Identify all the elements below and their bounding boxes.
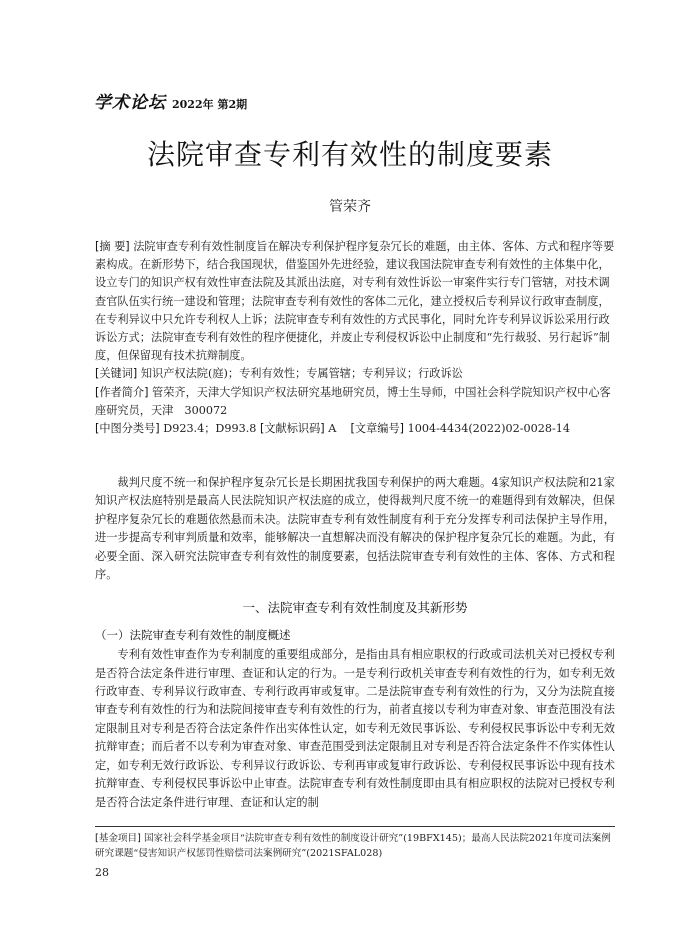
author-bio-text: 管荣齐，天津大学知识产权法研究基地研究员，博士生导师，中国社会科学院知识产权中心客座研究员，天津 300072	[95, 385, 611, 417]
keywords	[95, 365, 615, 383]
clc-label: [中图分类号]	[95, 422, 160, 436]
article-number-value: 1004-4434(2022)02-0028-14	[407, 422, 571, 436]
article-title: 法院审查专利有效性的制度要素	[146, 138, 553, 171]
classification-line	[95, 420, 615, 438]
issue-label: 2022年 第2期	[172, 98, 248, 111]
journal-logo: 学术论坛	[94, 93, 166, 113]
running-header	[94, 88, 247, 113]
abstract-label: [摘 要]	[95, 240, 130, 253]
doc-code-label: [文献标识码]	[259, 422, 325, 436]
author-bio	[95, 384, 615, 420]
abstract	[95, 238, 615, 365]
abstract-text: 法院审查专利有效性制度旨在解决专利保护程序复杂冗长的难题，由主体、客体、方式和程序等要素构成。在新形势下，结合我国现状，借鉴国外先进经验，建议我国法院审查专利有效性的主体集中化，设立专门的知识产权有效性审查法院及其派出法庭，对专利有效性诉讼一审案件实行专门管辖，对技术调查官队伍实行统一建设和管理；法院审查专利有效性的客体二元化，建立授权后专利异议行政审查制度，在专利异议中只允许专利权人上诉；法院审查专利有效性的方式民事化，同时允许专利异议诉讼采用行政诉讼方式；法院审查专利有效性的程序便捷化，并废止专利侵权诉讼中止制度和“先行裁驳、另行起诉”制度，但保留现有技术抗辩制度。	[95, 240, 615, 363]
subsection-heading-1: （一）法院审查专利有效性的制度概述	[95, 627, 291, 642]
section-heading-1: 一、法院审查专利有效性制度及其新形势	[242, 600, 468, 616]
body-paragraph: 专利有效性审查作为专利制度的重要组成部分，是指由具有相应职权的行政或司法机关对已授权专利是否符合法定条件进行审理、查证和认定的行为。一是专利行政机关审查专利有效性的行为，如专利无效行政审查、专利异议行政审查、专利行政再审或复审。二是法院审查专利有效性的行为，又分为法院直接审查专利有效性的行为和法院间接审查专利有效性的行为，前者直接以专利为审查对象、审查范围没有法定限制且对专利是否符合法定条件作出实体性认定，如专利无效民事诉讼、专利侵权民事诉讼中专利无效抗辩审查；而后者不以专利为审查对象、审查范围受到法定限制且对专利是否符合法定条件不作实体性认定，如专利无效行政诉讼、专利异议行政诉讼、专利再审或复审行政诉讼、专利侵权民事诉讼中现有技术抗辩审查、专利侵权民事诉讼中止审查。法院审查专利有效性制度即由具有相应职权的法院对已授权专利是否符合法定条件进行审理、查证和认定的制	[95, 648, 615, 809]
funding-text: 国家社会科学基金项目“法院审查专利有效性的制度设计研究”(19BFX145)；最高人民法院2021年度司法案例研究课题“侵害知识产权惩罚性赔偿司法案例研究”(2021SFAL028)	[95, 833, 611, 859]
clc-value: D923.4；D993.8	[163, 422, 257, 436]
author-name: 管荣齐	[329, 199, 371, 215]
funding-label: [基金项目]	[95, 833, 141, 844]
keywords-label: [关键词]	[95, 367, 138, 381]
funding-footnote	[95, 826, 615, 861]
article-number-label: [文章编号]	[350, 422, 405, 436]
author-bio-label: [作者简介]	[95, 385, 149, 399]
intro-paragraph: 裁判尺度不统一和保护程序复杂冗长是长期困扰我国专利保护的两大难题。4家知识产权法院和21家知识产权法庭特别是最高人民法院知识产权法庭的成立，使得裁判尺度不统一的难题得到有效解决，但保护程序复杂冗长的难题依然悬而未决。法院审查专利有效性制度有利于充分发挥专利司法保护主导作用，进一步提高专利审判质量和效率，能够解决一直想解决而没有解决的保护程序复杂冗长的难题。为此，有必要全面、深入研究法院审查专利有效性的制度要素，包括法院审查专利有效性的主体、客体、方式和程序。	[95, 476, 615, 582]
doc-code-value: A	[328, 422, 337, 436]
page-number: 28	[95, 866, 109, 879]
keywords-text: 知识产权法院(庭)；专利有效性；专属管辖；专利异议；行政诉讼	[140, 367, 463, 381]
article-body	[95, 474, 615, 812]
front-matter	[95, 238, 615, 438]
